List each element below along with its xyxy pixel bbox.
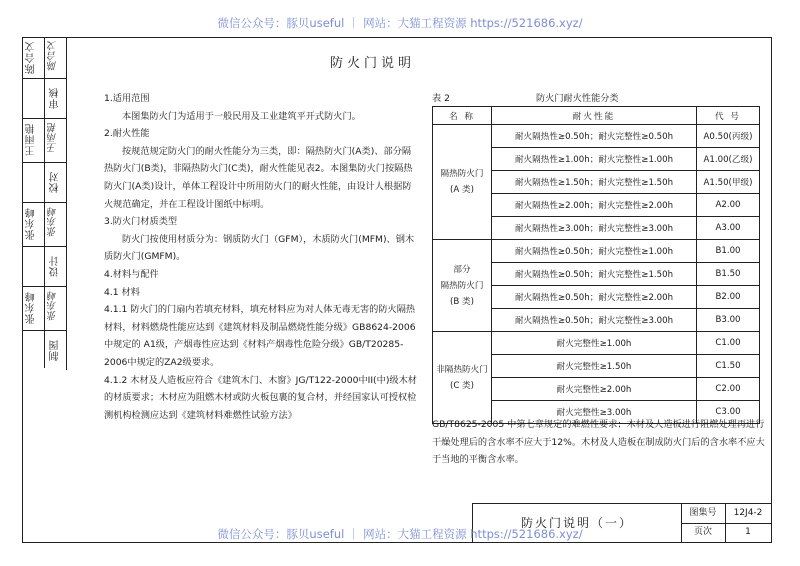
sidebar-row — [22, 203, 67, 247]
perf-cell: 耐火完整性≥3.00h — [492, 401, 697, 424]
sidebar-row — [22, 163, 67, 203]
section-heading: 4.材料与配件 — [104, 268, 159, 280]
perf-cell: 耐火隔热性≥0.50h；耐火完整性≥0.50h — [492, 125, 697, 148]
code-cell: A3.00 — [697, 217, 760, 240]
paragraph: 本图集防火门为适用于一般民用及工业建筑平开式防火门。 — [122, 110, 361, 122]
signature-sidebar — [22, 37, 67, 370]
sidebar-row — [22, 79, 67, 119]
sidebar-signature: 王雨艳 — [48, 123, 59, 153]
group-name-cell — [433, 332, 492, 424]
table-header-row — [433, 107, 760, 125]
section-heading: 4.1 材料 — [104, 286, 140, 298]
atlas-number-value: 12J4-2 — [725, 504, 771, 524]
page-title: 防火门说明 — [330, 56, 416, 71]
sidebar-label: 制图 — [50, 339, 61, 361]
perf-cell: 耐火隔热性≥0.50h；耐火完整性≥3.00h — [492, 309, 697, 332]
code-cell: A1.00(乙级) — [697, 148, 760, 171]
perf-cell: 耐火完整性≥1.50h — [492, 355, 697, 378]
perf-cell: 耐火隔热性≥2.00h；耐火完整性≥2.00h — [492, 194, 697, 217]
sidebar-row — [22, 37, 67, 79]
table-row — [433, 332, 760, 355]
sidebar-signature: 陈合文 — [48, 41, 59, 71]
code-cell: B1.50 — [697, 263, 760, 286]
section-heading: 3.防火门材质类型 — [104, 216, 178, 228]
table-number: 表 2 — [432, 93, 450, 104]
group-class: (A 类) — [450, 185, 474, 195]
group-name: 非隔热防火门 — [436, 364, 488, 375]
paragraph: GB/T8625-2005 中第七章规定的难燃性要求；木材及人造板进行阻燃处理再进行干燥处理后的含水率不应大于12%。木材及人造板在制成防火门后的含水率不应大于当地的平衡含水率。 — [432, 419, 765, 466]
group-class: (B 类) — [450, 296, 474, 307]
perf-cell: 耐火隔热性≥1.50h；耐火完整性≥1.50h — [492, 171, 697, 194]
paragraph: 防火门按使用材质分为：钢质防火门（GFM），木质防火门(MFM)、钢木质防火门(GMFM)。 — [104, 233, 415, 263]
code-cell: B3.00 — [697, 309, 760, 332]
watermark-bottom: 微信公众号：豚贝useful ｜ 网站：大猫工程资源 https://521686.xyz/ — [217, 527, 583, 541]
atlas-number-label: 图集号 — [681, 504, 726, 524]
sidebar-label: 校对 — [50, 171, 61, 193]
code-cell: C2.00 — [697, 378, 760, 401]
sidebar-label: 张东峰 — [26, 291, 37, 324]
sidebar-label: 王雨艳 — [26, 123, 37, 156]
fire-door-performance-table — [432, 106, 760, 424]
perf-cell: 耐火完整性≥2.00h — [492, 378, 697, 401]
drawing-name: 防火门说明（一） — [473, 504, 682, 542]
table-header: 耐火性能 — [492, 107, 697, 125]
code-cell: C1.00 — [697, 332, 760, 355]
sidebar-row — [22, 331, 67, 369]
group-name: 隔热防火门 — [440, 169, 484, 179]
perf-cell: 耐火隔热性≥0.50h；耐火完整性≥2.00h — [492, 286, 697, 309]
section-heading: 1.适用范围 — [104, 93, 150, 104]
code-cell: B1.00 — [697, 240, 760, 263]
left-text-column — [104, 90, 419, 424]
code-cell: A1.50(甲级) — [697, 171, 760, 194]
group-name-cell — [433, 125, 492, 240]
page-number-label: 页次 — [681, 523, 726, 542]
continuation-note — [432, 416, 766, 469]
code-cell: C3.00 — [697, 401, 760, 424]
group-name: 隔热防火门 — [440, 280, 484, 291]
table-header: 代 号 — [697, 107, 760, 125]
sidebar-label: 陈合文 — [26, 41, 37, 74]
sidebar-row — [22, 287, 67, 331]
table-header: 名 称 — [433, 107, 492, 125]
code-cell: B2.00 — [697, 286, 760, 309]
code-cell: A0.50(丙级) — [697, 125, 760, 148]
perf-cell: 耐火隔热性≥0.50h；耐火完整性≥1.50h — [492, 263, 697, 286]
perf-cell: 耐火完整性≥1.00h — [492, 332, 697, 355]
perf-cell: 耐火隔热性≥3.00h；耐火完整性≥3.00h — [492, 217, 697, 240]
group-class: (C 类) — [449, 380, 475, 391]
code-cell: A2.00 — [697, 194, 760, 217]
table-title: 防火门耐火性能分类 — [536, 93, 619, 104]
watermark-top: 微信公众号：豚贝useful ｜ 网站：大猫工程资源 https://521686.xyz/ — [217, 16, 583, 30]
page-number-value: 1 — [745, 527, 751, 537]
group-name-cell — [433, 240, 492, 332]
sidebar-row — [22, 119, 67, 163]
sidebar-signature: 张东峰 — [48, 207, 59, 237]
table-caption — [432, 90, 619, 104]
sidebar-signature: 张东峰 — [48, 291, 59, 321]
perf-cell: 耐火隔热性≥1.00h；耐火完整性≥1.00h — [492, 148, 697, 171]
paragraph: 按规范规定防火门的耐火性能分为三类，即：隔热防火门(A类)、部分隔热防火门(B类)，非隔热防火门(C类)，耐火性能见表2。本图集防火门按隔热防火门(A类)设计，单体工程设计中所用防火门的耐火性能，由设计人根据防火规范确定，并在工程设计图纸中标明。 — [104, 145, 413, 210]
perf-cell: 耐火隔热性≥0.50h；耐火完整性≥1.00h — [492, 240, 697, 263]
sidebar-label: 设计 — [50, 255, 61, 277]
table-row — [433, 240, 760, 263]
paragraph: 4.1.2 木材及人造板应符合《建筑木门、木窗》JG/T122-2000中II(中)级木材的材质要求；木材应为阻燃木材或防火板包裹的复合材，并经国家认可授权检测机构检测应达到《建筑材料难燃性试验方法》 — [104, 374, 417, 421]
sidebar-label: 张东峰 — [26, 207, 37, 240]
paragraph: 4.1.1 防火门的门扇内若填充材料，填充材料应为对人体无毒无害的防火隔热材料，材料燃烧性能应达到《建筑材料及制品燃烧性能分级》GB8624-2006中规定的 A1级，产烟毒性应达到《材料产烟毒性危险分级》GB/T20285-2006中规定的ZA2级要求。 — [104, 304, 416, 368]
sidebar-label: 审核 — [50, 87, 61, 109]
section-heading: 2.耐火性能 — [104, 128, 150, 140]
code-cell: C1.50 — [697, 355, 760, 378]
group-name: 部分 — [453, 264, 471, 275]
table-row — [433, 125, 760, 148]
sidebar-row — [22, 247, 67, 287]
